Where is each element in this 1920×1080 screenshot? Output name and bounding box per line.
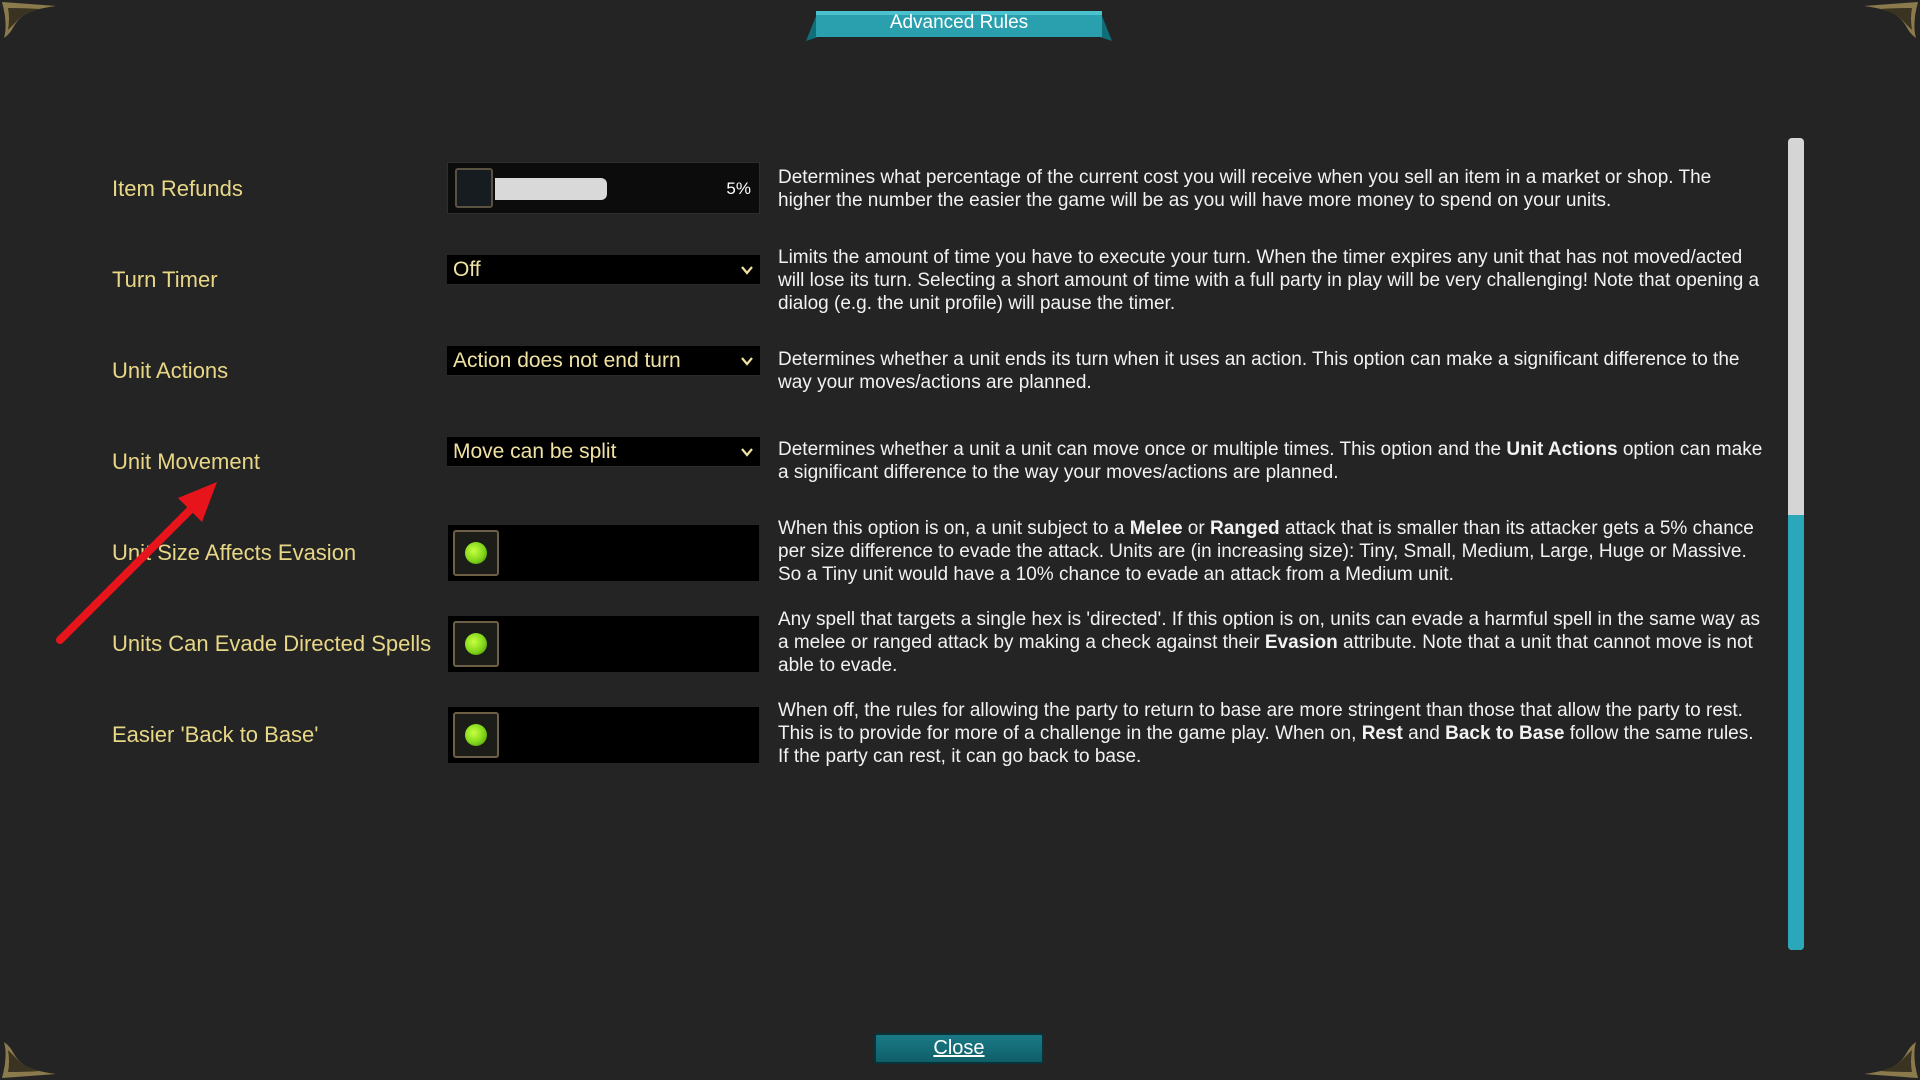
rule-toggle[interactable] bbox=[447, 524, 760, 582]
rule-description: Determines whether a unit a unit can move once or multiple times. This option and the Unit Actions option can make a significant difference to the way your moves/actions are planned. bbox=[778, 439, 1763, 483]
rule-dropdown[interactable] bbox=[447, 255, 760, 285]
dropdown-value: Move can be split bbox=[453, 440, 617, 463]
rule-description: Determines what percentage of the current cost you will receive when you sell an item in a market or shop. The higher the number the easier the game will be as you will have more money to spend on your units. bbox=[778, 167, 1712, 211]
rule-label: Units Can Evade Directed Spells bbox=[112, 631, 432, 656]
rule-label: Item Refunds bbox=[112, 176, 243, 201]
rule-label: Turn Timer bbox=[112, 267, 218, 292]
rule-label: Unit Movement bbox=[112, 449, 260, 474]
rule-description: When this option is on, a unit subject to a Melee or Ranged attack that is smaller than its attacker gets a 5% chance per size difference to evade the attack. Units are (in increasing size): Tiny, Small, Medium, Large, Huge or Massive. So a Tiny unit would have a 10% chance to evade an attack from a Medium unit. bbox=[778, 518, 1754, 585]
toggle-checkbox[interactable] bbox=[453, 621, 499, 667]
dropdown-value: Off bbox=[453, 258, 481, 281]
rule-label: Easier 'Back to Base' bbox=[112, 722, 319, 747]
rule-dropdown[interactable] bbox=[447, 437, 760, 467]
rule-description: Any spell that targets a single hex is 'directed'. If this option is on, units can evade a harmful spell in the same way as a melee or ranged attack by making a check against their Evasion attribute. Note that a unit that cannot move is not able to evade. bbox=[778, 609, 1761, 676]
dropdown-value: Action does not end turn bbox=[453, 349, 681, 372]
ornament-corner-icon bbox=[0, 0, 60, 40]
window-title-banner bbox=[806, 9, 1112, 43]
toggle-on-indicator-icon bbox=[465, 633, 487, 655]
rule-description: Determines whether a unit ends its turn when it uses an action. This option can make a significant difference to the way your moves/actions are planned. bbox=[778, 349, 1740, 393]
rule-description: Limits the amount of time you have to execute your turn. When the timer expires any unit that has not moved/acted will lose its turn. Selecting a short amount of time with a full party in play will be very challenging! Note that opening a dialog (e.g. the unit profile) will pause the timer. bbox=[778, 247, 1760, 314]
annotation-arrow-icon bbox=[50, 470, 230, 650]
slider-fill bbox=[495, 178, 607, 200]
chevron-down-icon bbox=[740, 445, 754, 459]
scrollbar-thumb[interactable] bbox=[1788, 515, 1804, 950]
slider-handle[interactable] bbox=[455, 168, 493, 208]
chevron-down-icon bbox=[740, 263, 754, 277]
chevron-down-icon bbox=[740, 354, 754, 368]
ornament-corner-icon bbox=[1860, 1040, 1920, 1080]
toggle-on-indicator-icon bbox=[465, 724, 487, 746]
rule-label: Unit Actions bbox=[112, 358, 229, 383]
item-refunds-slider[interactable] bbox=[447, 162, 760, 214]
rule-toggle[interactable] bbox=[447, 706, 760, 764]
toggle-checkbox[interactable] bbox=[453, 530, 499, 576]
toggle-on-indicator-icon bbox=[465, 542, 487, 564]
ornament-corner-icon bbox=[1860, 0, 1920, 40]
window-title: Advanced Rules bbox=[889, 12, 1029, 33]
toggle-checkbox[interactable] bbox=[453, 712, 499, 758]
rule-description: When off, the rules for allowing the party to return to base are more stringent than those that allow the party to rest. This is to provide for more of a challenge in the game play. When on, Rest and Back to Base follow the same rules. If the party can rest, it can go back to base. bbox=[778, 700, 1754, 767]
slider-value: 5% bbox=[726, 179, 751, 198]
rule-dropdown[interactable] bbox=[447, 346, 760, 376]
rule-toggle[interactable] bbox=[447, 615, 760, 673]
close-button[interactable]: Close bbox=[874, 1033, 1044, 1064]
ornament-corner-icon bbox=[0, 1040, 60, 1080]
rule-label: Unit Size Affects Evasion bbox=[112, 540, 357, 565]
